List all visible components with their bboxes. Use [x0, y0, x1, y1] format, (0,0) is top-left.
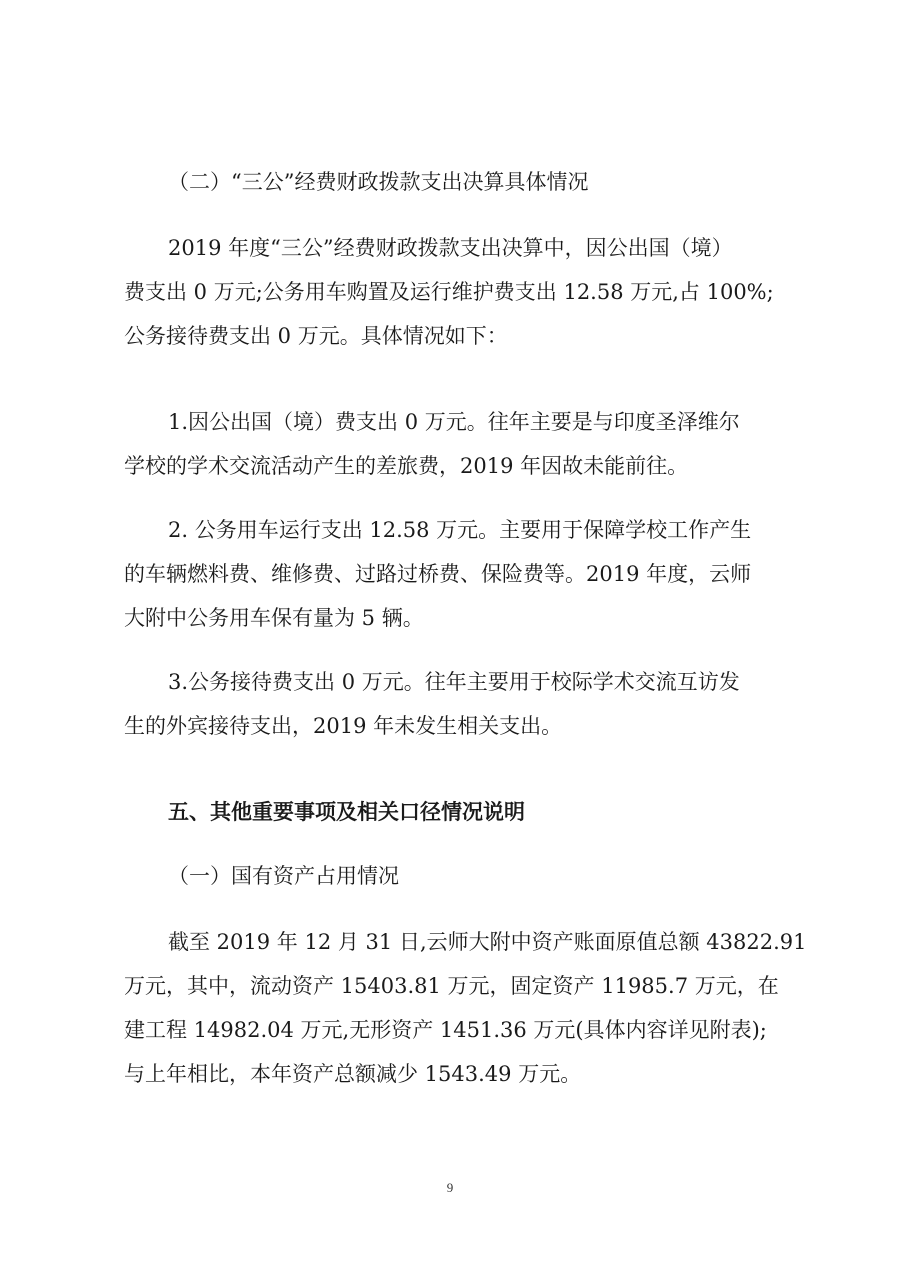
- text-line: 3.公务接待费支出 0 万元。往年主要用于校际学术交流互访发: [168, 670, 740, 694]
- paragraph-assets: [124, 920, 807, 1096]
- text-line: 与上年相比，本年资产总额减少 1543.49 万元。: [124, 1062, 582, 1086]
- text-line: 的车辆燃料费、维修费、过路过桥费、保险费等。2019 年度，云师: [124, 562, 752, 586]
- section-heading-other-matters: [124, 790, 838, 834]
- text-line: （二）“三公”经费财政拨款支出决算具体情况: [168, 170, 589, 194]
- text-line: 生的外宾接待支出，2019 年未发生相关支出。: [124, 714, 563, 738]
- subsection-heading-state-assets: [124, 854, 838, 898]
- text-line: 费支出 0 万元;公务用车购置及运行维护费支出 12.58 万元,占 100%;: [124, 280, 774, 304]
- paragraph-item-3: [124, 660, 794, 748]
- text-line: （一）国有资产占用情况: [168, 864, 399, 888]
- text-line: 建工程 14982.04 万元,无形资产 1451.36 万元(具体内容详见附表);: [124, 1018, 767, 1042]
- text-line: 万元，其中，流动资产 15403.81 万元，固定资产 11985.7 万元，在: [124, 974, 779, 998]
- text-line: 截至 2019 年 12 月 31 日,云师大附中资产账面原值总额 43822.91: [168, 930, 807, 954]
- text-line: 2. 公务用车运行支出 12.58 万元。主要用于保障学校工作产生: [168, 518, 752, 542]
- paragraph-summary: [124, 226, 794, 358]
- text-line: 1.因公出国（境）费支出 0 万元。往年主要是与印度圣泽维尔: [168, 410, 740, 434]
- text-line: 五、其他重要事项及相关口径情况说明: [168, 799, 525, 824]
- text-line: 大附中公务用车保有量为 5 辆。: [124, 606, 424, 630]
- text-line: 公务接待费支出 0 万元。具体情况如下：: [124, 324, 508, 348]
- section-heading-three-public-expenses: [124, 160, 838, 204]
- paragraph-item-1: [124, 400, 794, 488]
- paragraph-item-2: [124, 508, 794, 640]
- text-line: 2019 年度“三公”经费财政拨款支出决算中，因公出国（境）: [168, 236, 733, 260]
- text-line: 学校的学术交流活动产生的差旅费，2019 年因故未能前往。: [124, 454, 689, 478]
- page-number: 9: [446, 1180, 454, 1195]
